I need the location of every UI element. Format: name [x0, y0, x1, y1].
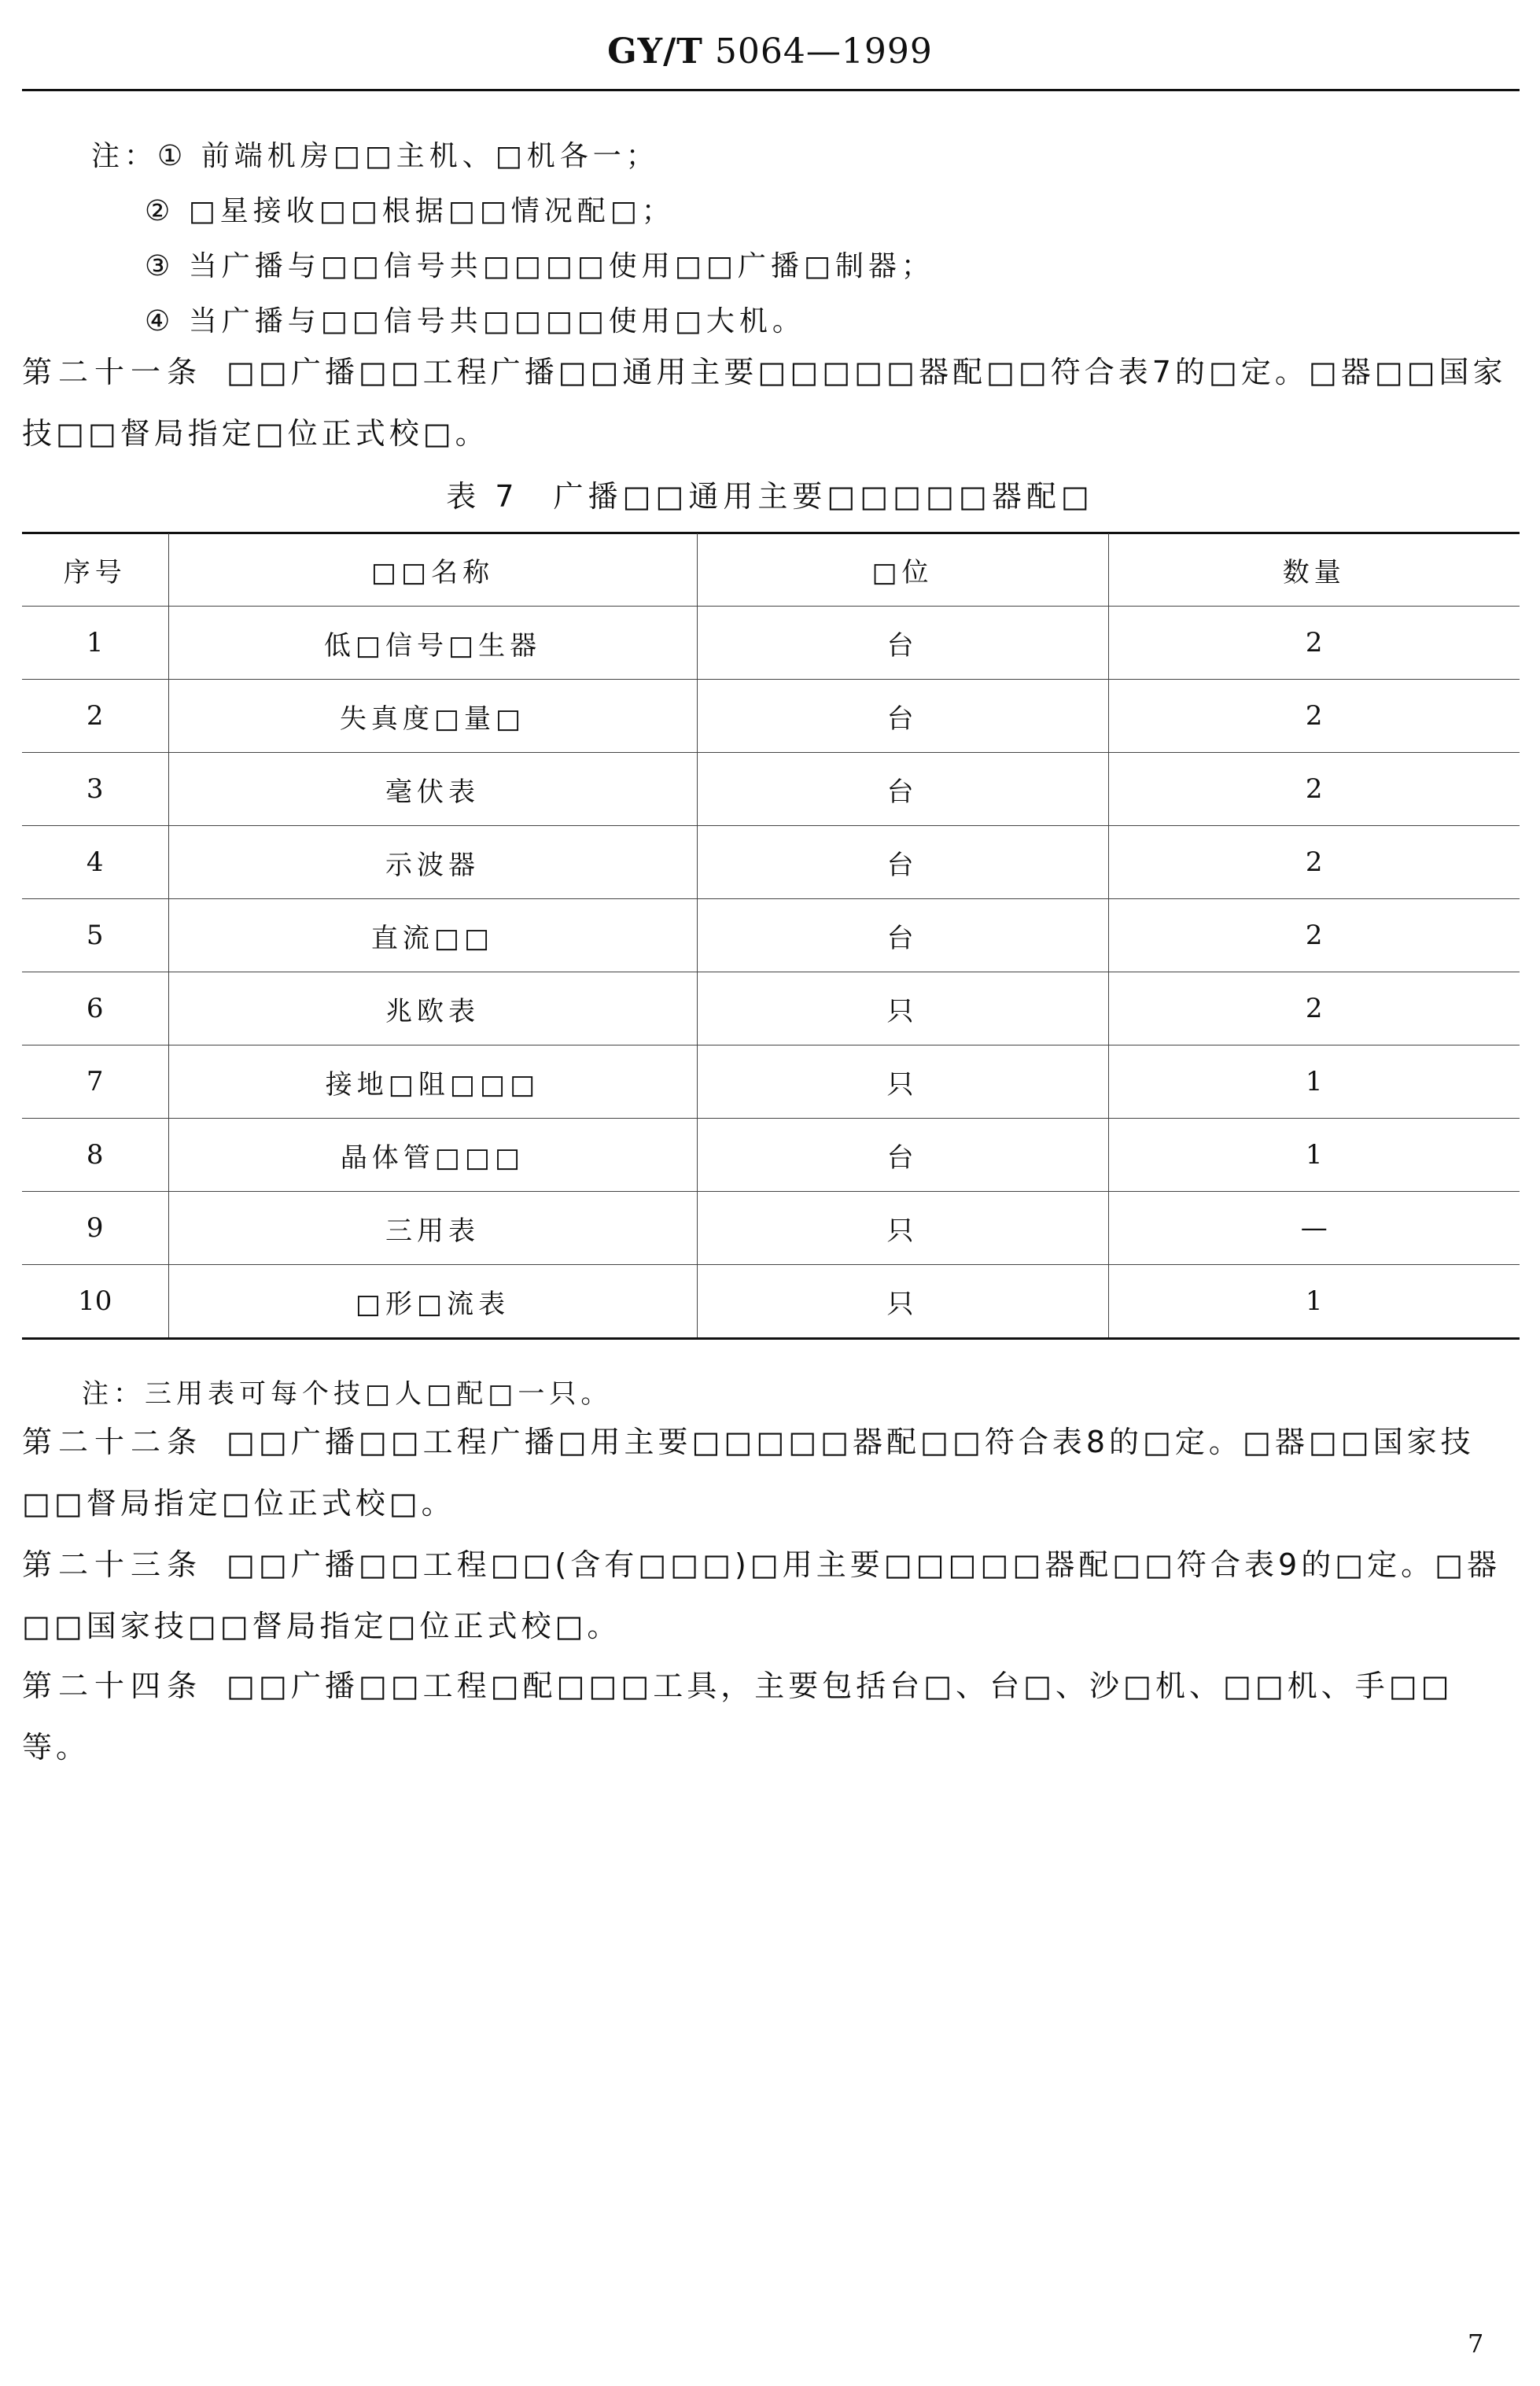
article-23-label: 第二十三条 [22, 1547, 204, 1582]
table-row [22, 1045, 1520, 1119]
article-23-text: □□广播□□工程□□(含有□□□)□用主要□□□□□器配□□符合表9的□定。□器□□国家技□□督局指定□位正式校□。 [22, 1547, 1501, 1643]
header-rule [22, 89, 1520, 91]
cell-seq: 2 [22, 680, 168, 753]
article-21-text: □□广播□□工程广播□□通用主要□□□□□器配□□符合表7的□定。□器□□国家技□□督局指定□位正式校□。 [22, 355, 1507, 451]
article-22-text: □□广播□□工程广播□用主要□□□□□器配□□符合表8的□定。□器□□国家技□□督局指定□位正式校□。 [22, 1425, 1475, 1521]
cell-name: 毫伏表 [168, 753, 697, 826]
cell-qty: 2 [1108, 753, 1520, 826]
cell-seq: 3 [22, 753, 168, 826]
cell-seq: 10 [78, 1285, 112, 1317]
table-row [22, 899, 1520, 972]
table-row [22, 1265, 1520, 1338]
cell-seq: 5 [22, 899, 168, 972]
table-caption: 表 7 广播□□通用主要□□□□□器配□ [446, 479, 1094, 514]
cell-qty: 2 [1108, 680, 1520, 753]
table-header-row [22, 533, 1520, 607]
standard-code: GY/T [607, 31, 703, 72]
cell-qty: 1 [1108, 1119, 1520, 1192]
cell-unit: 台 [697, 899, 1108, 972]
cell-qty: 1 [1108, 1045, 1520, 1119]
cell-qty: 2 [1108, 899, 1520, 972]
cell-name: 示波器 [168, 826, 697, 899]
instrument-table [22, 533, 1520, 1337]
cell-name: 三用表 [168, 1192, 697, 1265]
table-note: 注：三用表可每个技□人□配□一只。 [82, 1378, 613, 1410]
table-row [22, 1119, 1520, 1192]
article-22 [22, 1411, 1520, 1534]
cell-seq: 1 [22, 607, 168, 680]
cell-qty: 1 [1108, 1265, 1520, 1338]
cell-qty: 2 [1108, 826, 1520, 899]
table-row [22, 826, 1520, 899]
cell-unit: 台 [697, 680, 1108, 753]
cell-unit: 只 [697, 972, 1108, 1045]
cell-unit: 台 [697, 753, 1108, 826]
cell-name: 接地□阻□□□ [168, 1045, 697, 1119]
article-22-label: 第二十二条 [22, 1425, 204, 1459]
cell-qty: — [1108, 1192, 1520, 1265]
cell-unit: 台 [697, 607, 1108, 680]
note-item-4: ④ 当广播与□□信号共□□□□使用□大机。 [145, 305, 805, 337]
article-21-label: 第二十一条 [22, 355, 204, 389]
col-header-qty: 数量 [1108, 533, 1520, 607]
note-item-3: ③ 当广播与□□信号共□□□□使用□□广播□制器； [145, 250, 934, 282]
cell-unit: 只 [697, 1192, 1108, 1265]
document-header [0, 31, 1540, 72]
cell-unit: 台 [697, 826, 1108, 899]
article-24-text: □□广播□□工程□配□□□工具，主要包括台□、台□、沙□机、□□机、手□□等。 [22, 1669, 1453, 1765]
cell-unit: 台 [697, 1119, 1108, 1192]
page-number: 7 [1468, 2329, 1484, 2358]
cell-seq: 4 [22, 826, 168, 899]
cell-qty: 2 [1108, 607, 1520, 680]
table-row [22, 680, 1520, 753]
article-23 [22, 1534, 1520, 1657]
col-header-unit: □位 [697, 533, 1108, 607]
cell-seq: 7 [22, 1045, 168, 1119]
cell-seq: 9 [22, 1192, 168, 1265]
cell-name: 直流□□ [168, 899, 697, 972]
col-header-name: □□名称 [168, 533, 697, 607]
table-row [22, 1192, 1520, 1265]
article-24 [22, 1655, 1520, 1778]
note-text: ① 前端机房□□主机、□机各一； [157, 140, 659, 172]
table-bottom-rule [22, 1337, 1520, 1340]
note-item-1 [91, 134, 659, 174]
cell-name: 低□信号□生器 [168, 607, 697, 680]
cell-name: □形□流表 [168, 1265, 697, 1338]
cell-seq: 6 [22, 972, 168, 1045]
cell-name: 晶体管□□□ [168, 1119, 697, 1192]
notes-prefix: 注： [91, 140, 158, 172]
table-row [22, 972, 1520, 1045]
cell-unit: 只 [697, 1045, 1108, 1119]
note-item-2: ② □星接收□□根据□□情况配□； [145, 195, 675, 227]
cell-name: 失真度□量□ [168, 680, 697, 753]
cell-unit: 只 [697, 1265, 1108, 1338]
article-21 [22, 341, 1520, 464]
table-row [22, 753, 1520, 826]
col-header-seq: 序号 [22, 533, 168, 607]
cell-name: 兆欧表 [168, 972, 697, 1045]
standard-number: 5064—1999 [714, 31, 933, 72]
table-row [22, 607, 1520, 680]
cell-seq: 8 [22, 1119, 168, 1192]
article-24-label: 第二十四条 [22, 1669, 204, 1703]
cell-qty: 2 [1108, 972, 1520, 1045]
